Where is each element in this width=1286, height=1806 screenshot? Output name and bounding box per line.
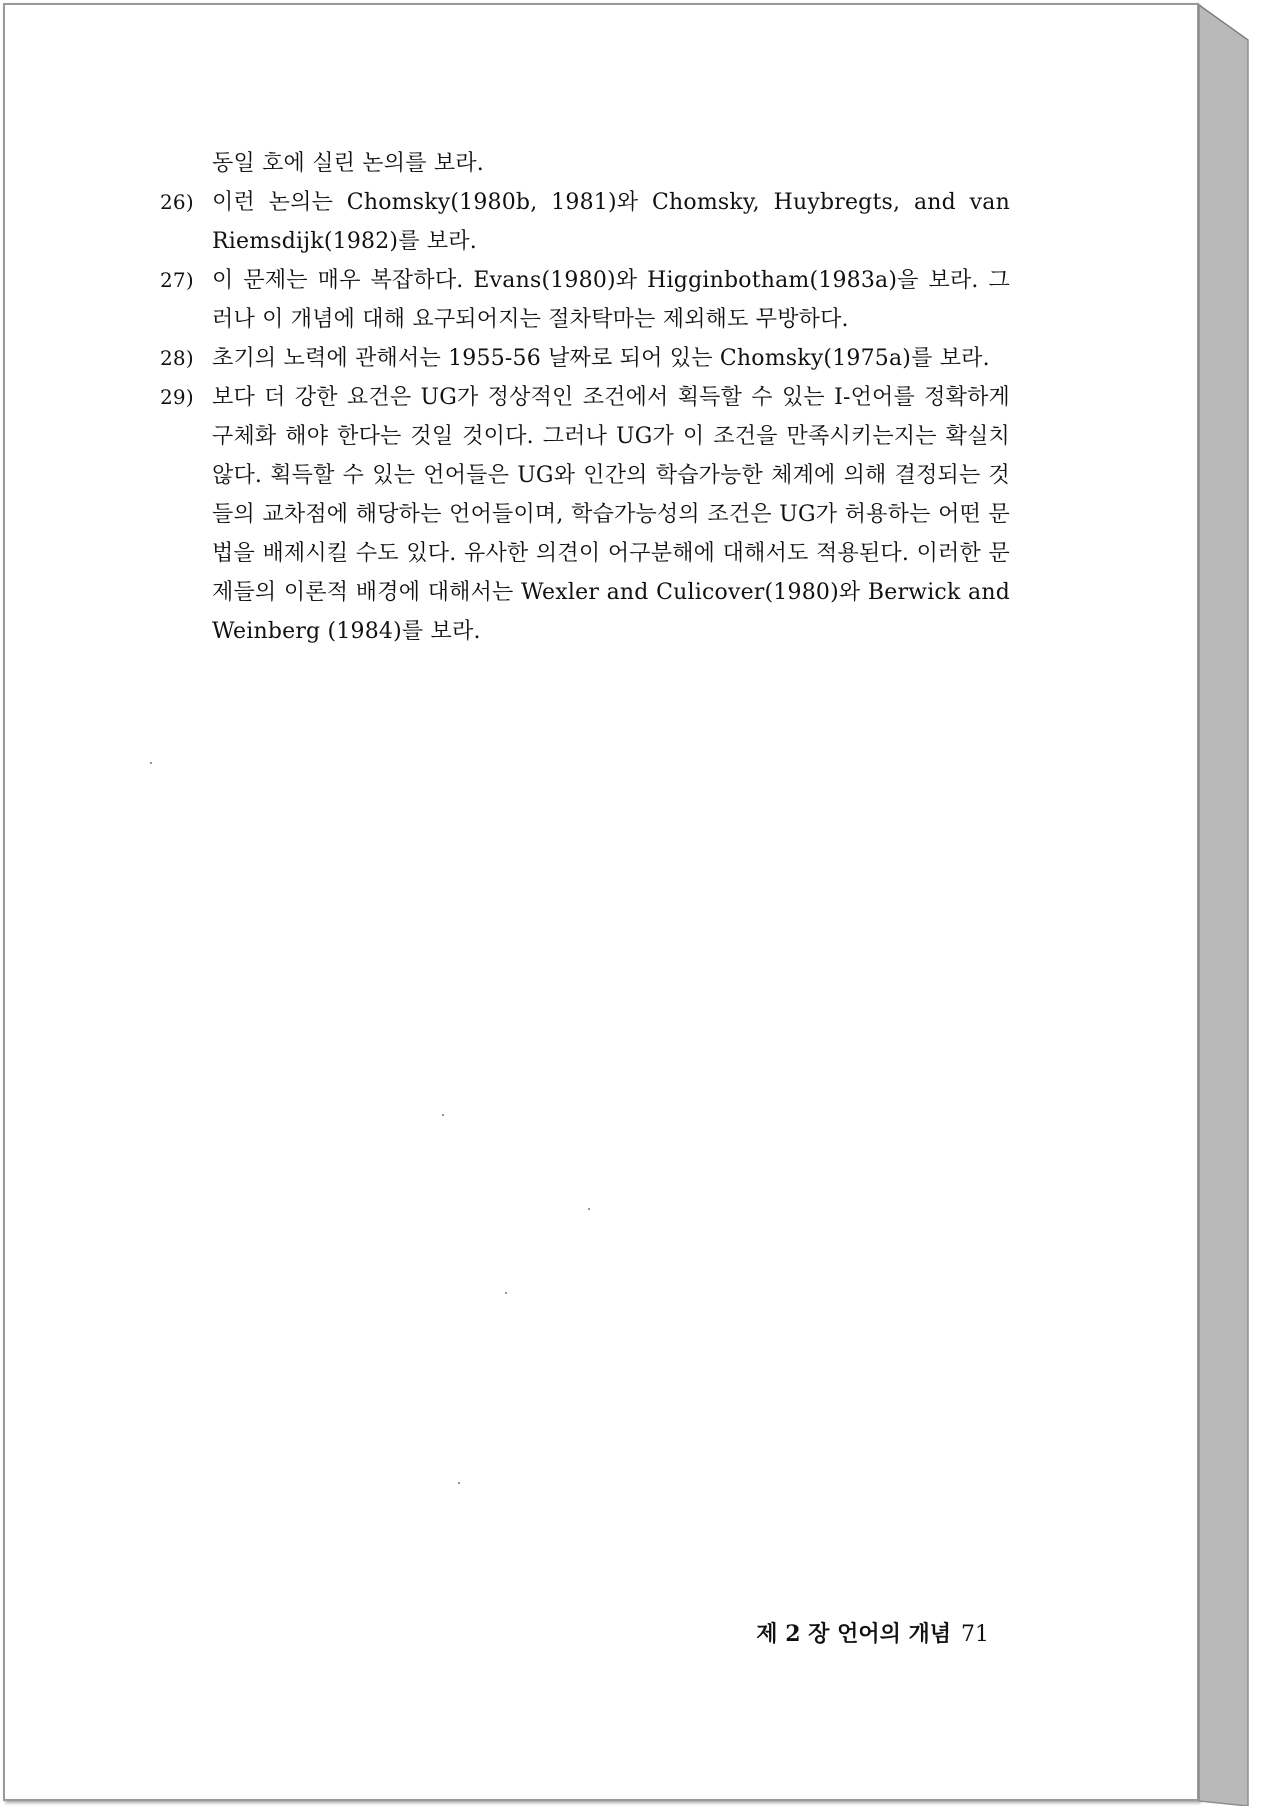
endnote-text: 보다 더 강한 요건은 UG가 정상적인 조건에서 획득할 수 있는 I-언어를 정확하게 구체화 해야 한다는 것일 것이다. 그러나 UG가 이 조건을 만족시키는지는 확실치 않다. 획득할 수 있는 언어들은 UG와 인간의 학습가능한 체계에 의해 결정되는 것들의 교차점에 해당하는 언어들이며, 학습가능성의 조건은 UG가 허용하는 어떤 문법을 배제시킬 수도 있다. 유사한 의견이 어구분해에 대해서도 적용된다. 이러한 문제들의 이론적 배경에 대해서는 Wexler and Culicover(1980)와 Berwick and Weinberg (1984)를 보라. [212, 385, 1010, 644]
scan-speck [588, 1208, 590, 1210]
running-footer [756, 1617, 989, 1648]
endnote-number: 28) [160, 346, 194, 370]
endnote-text: 동일 호에 실린 논의를 보라. [212, 151, 484, 176]
endnotes-list [160, 144, 1010, 651]
page-number: 71 [961, 1622, 989, 1647]
endnote-29 [160, 378, 1010, 651]
endnote-text: 초기의 노력에 관해서는 1955-56 날짜로 되어 있는 Chomsky(1975a)를 보라. [212, 346, 990, 371]
scan-speck [442, 1114, 444, 1116]
endnote-text: 이런 논의는 Chomsky(1980b, 1981)와 Chomsky, Huybregts, and van Riemsdijk(1982)를 보라. [212, 190, 1010, 254]
endnote-27 [160, 261, 1010, 339]
endnote-number: 26) [160, 190, 194, 214]
endnote-number: 29) [160, 385, 194, 409]
scan-speck [505, 1292, 507, 1294]
endnote-28 [160, 339, 1010, 378]
endnote-number: 27) [160, 268, 194, 292]
endnote-26 [160, 183, 1010, 261]
endnote-text: 이 문제는 매우 복잡하다. Evans(1980)와 Higginbotham(1983a)을 보라. 그러나 이 개념에 대해 요구되어지는 절차탁마는 제외해도 무방하다. [212, 268, 1010, 332]
scan-speck [458, 1482, 460, 1484]
scan-speck [150, 762, 152, 764]
chapter-title: 제 2 장 언어의 개념 [756, 1621, 951, 1647]
endnote-continuation [160, 144, 1010, 183]
